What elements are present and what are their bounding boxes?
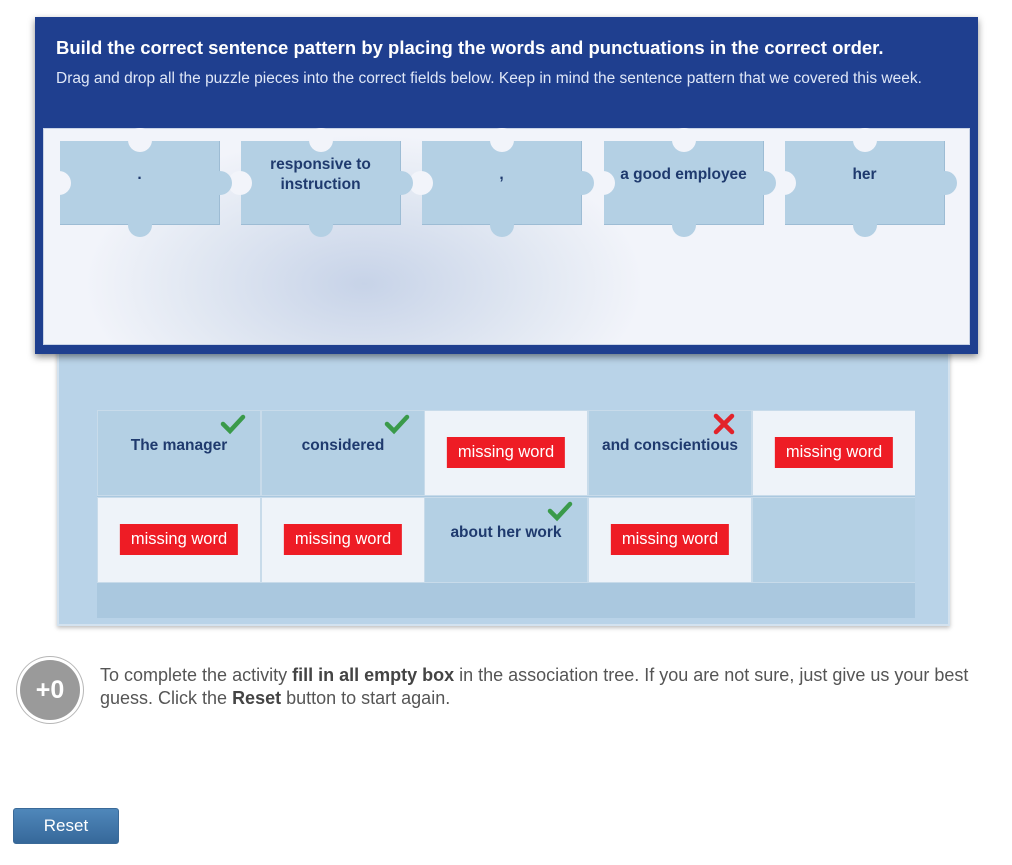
answer-slot-filled[interactable] (261, 410, 425, 496)
piece-knob (933, 171, 957, 195)
check-icon (384, 413, 410, 435)
piece-label: responsive to instruction (270, 156, 371, 193)
piece-label: her (852, 166, 877, 183)
slot-label: considered (301, 437, 385, 454)
score-badge: +0 (20, 660, 80, 720)
piece-label: , (499, 166, 504, 183)
puzzle-piece[interactable] (604, 141, 764, 225)
piece-knob (570, 171, 594, 195)
missing-word-badge: missing word (120, 524, 238, 555)
activity-heading: Build the correct sentence pattern by placing the words and punctuations in the correct order. (56, 37, 884, 58)
missing-word-badge: missing word (611, 524, 729, 555)
piece-label: . (137, 166, 142, 183)
feedback-part: in the association tree. If you are not sure, just give us your best guess. Click the (100, 665, 969, 708)
answer-slot-empty[interactable] (752, 410, 915, 496)
piece-knob (208, 171, 232, 195)
answer-board (57, 344, 950, 626)
puzzle-piece[interactable] (60, 141, 220, 225)
reset-button[interactable]: Reset (13, 808, 119, 844)
puzzle-piece[interactable] (785, 141, 945, 225)
answer-slot-empty[interactable] (261, 497, 425, 583)
feedback-text (100, 664, 990, 710)
piece-knob (672, 213, 696, 237)
answer-slot-filled[interactable] (424, 497, 588, 583)
missing-word-badge: missing word (284, 524, 402, 555)
word-pool (43, 128, 970, 345)
missing-word-badge: missing word (775, 437, 893, 468)
piece-label: a good employee (620, 166, 747, 183)
slot-label: about her work (450, 524, 562, 541)
answer-slot-filled[interactable] (588, 410, 752, 496)
piece-knob (128, 213, 152, 237)
feedback-emphasis: fill in all empty box (292, 665, 455, 685)
answer-grid (97, 410, 915, 618)
answer-slot-filled[interactable] (97, 410, 261, 496)
puzzle-piece[interactable] (422, 141, 582, 225)
check-icon (547, 500, 573, 522)
feedback-reset-emphasis: Reset (232, 688, 282, 708)
puzzle-piece[interactable] (241, 141, 401, 225)
piece-knob (490, 213, 514, 237)
feedback-part: button to start again. (281, 688, 451, 708)
answer-slot-empty[interactable] (97, 497, 261, 583)
answer-slot-blank[interactable] (752, 497, 915, 583)
slot-label: and conscientious (601, 437, 739, 454)
instruction-panel (35, 17, 978, 354)
slot-label: The manager (130, 437, 228, 454)
piece-knob (389, 171, 413, 195)
piece-knob (752, 171, 776, 195)
check-icon (220, 413, 246, 435)
answer-slot-empty[interactable] (424, 410, 588, 496)
missing-word-badge: missing word (447, 437, 565, 468)
piece-knob (309, 213, 333, 237)
piece-knob (853, 213, 877, 237)
activity-instructions: Drag and drop all the puzzle pieces into the correct fields below. Keep in mind the sentence pattern that we covered this week. (56, 70, 922, 87)
feedback-part: To complete the activity (100, 665, 293, 685)
cross-icon (711, 413, 737, 435)
answer-slot-empty[interactable] (588, 497, 752, 583)
